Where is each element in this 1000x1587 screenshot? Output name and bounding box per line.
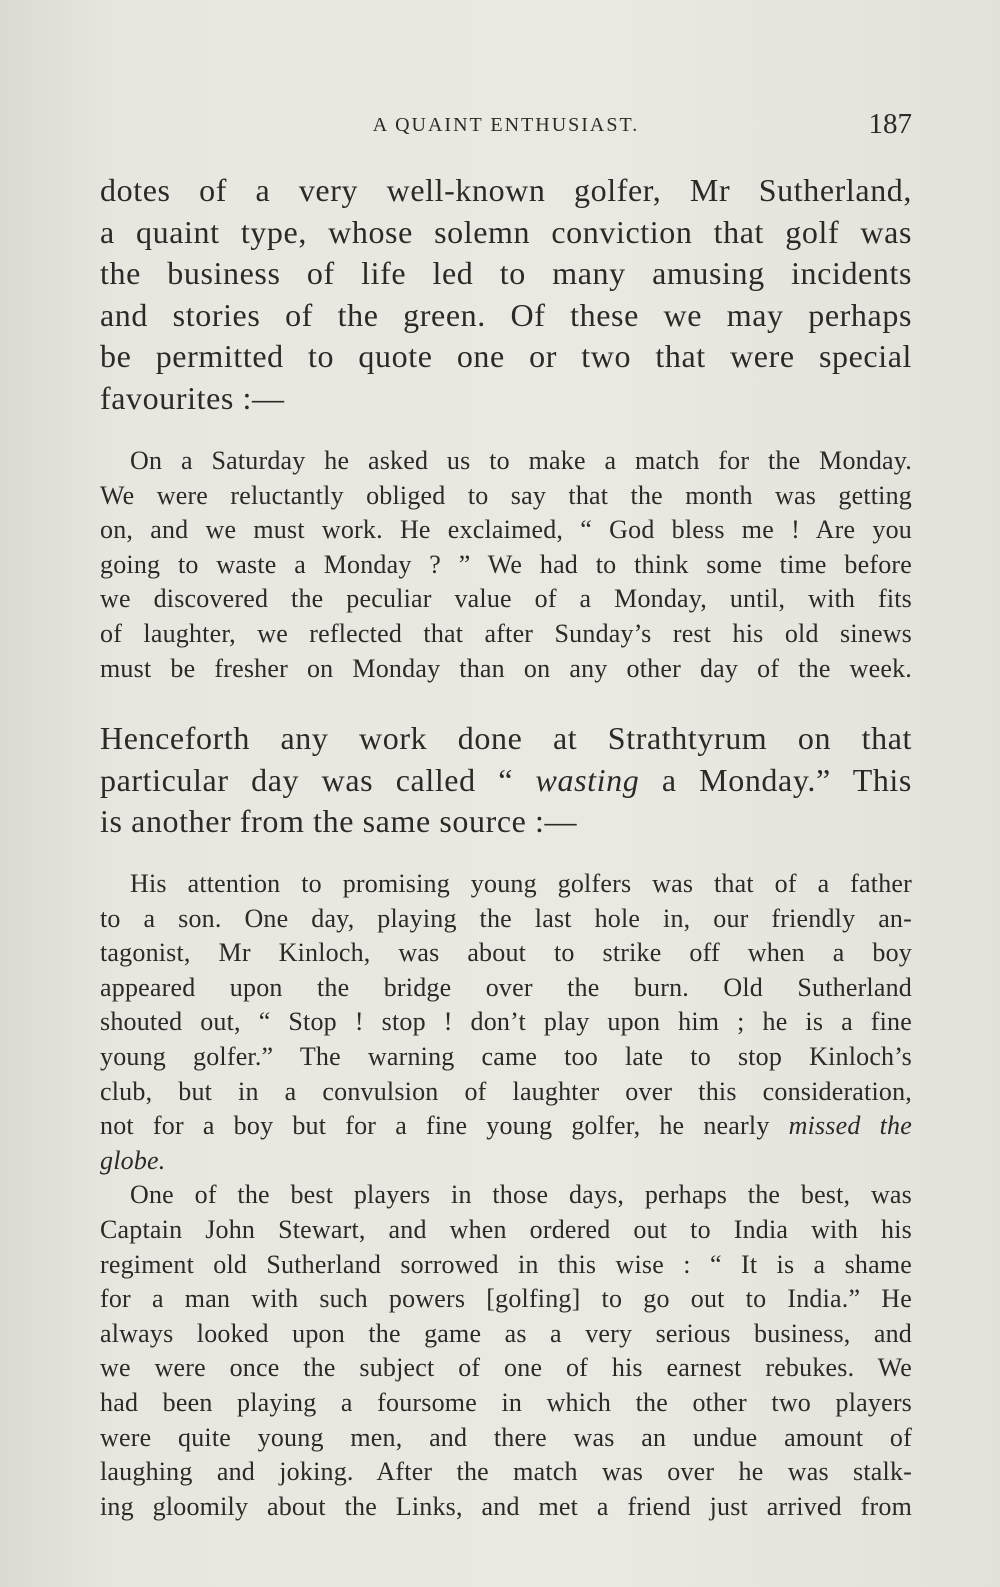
text-line: always looked upon the game as a very serious business, and	[100, 1318, 912, 1348]
text-line: the business of life led to many amusing incidents	[100, 255, 912, 292]
text-line: dotes of a very well-known golfer, Mr Sutherland,	[100, 172, 912, 208]
text-line: going to waste a Monday ? ” We had to think some time before	[100, 549, 912, 579]
text-line: One of the best players in those days, perhaps the best, was	[130, 1180, 912, 1210]
text-line: had been playing a foursome in which the other two players	[100, 1387, 912, 1417]
text-segment: not for a boy but for a fine young golfer, he nearly	[100, 1111, 789, 1141]
text-line: for a man with such powers [golfing] to go out to India.” He	[100, 1284, 912, 1314]
text-line: must be fresher on Monday than on any other day of the week.	[100, 653, 912, 683]
running-header	[100, 108, 912, 148]
text-line: ing gloomily about the Links, and met a friend just arrived from	[100, 1491, 912, 1521]
italic-text: globe.	[100, 1145, 166, 1175]
text-line: On a Saturday he asked us to make a match for the Monday.	[130, 446, 912, 475]
text-line: We were reluctantly obliged to say that the month was getting	[100, 480, 912, 510]
text-line	[100, 1144, 912, 1179]
text-line	[100, 760, 912, 802]
body-paragraph-2	[100, 718, 912, 843]
page-number: 187	[868, 108, 912, 140]
text-line: to a son. One day, playing the last hole in, our friendly an-	[100, 903, 912, 933]
text-line: young golfer.” The warning came too late to stop Kinloch’s	[100, 1041, 912, 1071]
italic-text: wasting	[535, 761, 640, 798]
block-quote-1	[100, 444, 912, 686]
body-paragraph-1	[100, 170, 912, 420]
text-line: and stories of the green. Of these we may perhaps	[100, 296, 912, 333]
text-line: a quaint type, whose solemn conviction that golf was	[100, 213, 912, 250]
text-line: we discovered the peculiar value of a Monday, until, with fits	[100, 584, 912, 614]
text-line: we were once the subject of one of his earnest rebukes. We	[100, 1353, 912, 1383]
text-line: Captain John Stewart, and when ordered out to India with his	[100, 1214, 912, 1244]
text-line: of laughter, we reflected that after Sunday’s rest his old sinews	[100, 618, 912, 648]
text-line: club, but in a convulsion of laughter over this consideration,	[100, 1076, 912, 1106]
text-line: were quite young men, and there was an undue amount of	[100, 1422, 912, 1452]
running-title: A QUAINT ENTHUSIAST.	[372, 114, 640, 136]
text-line: shouted out, “ Stop ! stop ! don’t play upon him ; he is a fine	[100, 1007, 912, 1037]
text-line: His attention to promising young golfers was that of a father	[130, 869, 912, 898]
text-line: regiment old Sutherland sorrowed in this wise : “ It is a shame	[100, 1249, 912, 1279]
text-line	[100, 1109, 912, 1144]
text-line: appeared upon the bridge over the burn. Old Sutherland	[100, 972, 912, 1002]
text-segment: particular day was called “	[100, 761, 536, 798]
italic-text: missed the	[788, 1111, 912, 1141]
text-line: is another from the same source :—	[100, 803, 578, 840]
text-segment: a Monday.” This	[639, 761, 912, 798]
text-line: favourites :—	[100, 379, 285, 416]
text-line: be permitted to quote one or two that were special	[100, 338, 912, 375]
text-line: tagonist, Mr Kinloch, was about to strike off when a boy	[100, 938, 912, 968]
text-line: laughing and joking. After the match was over he was stalk-	[100, 1457, 912, 1487]
text-line: Henceforth any work done at Strathtyrum on that	[100, 720, 912, 756]
block-quote-2	[100, 867, 912, 1524]
text-line: on, and we must work. He exclaimed, “ God bless me ! Are you	[100, 515, 912, 545]
